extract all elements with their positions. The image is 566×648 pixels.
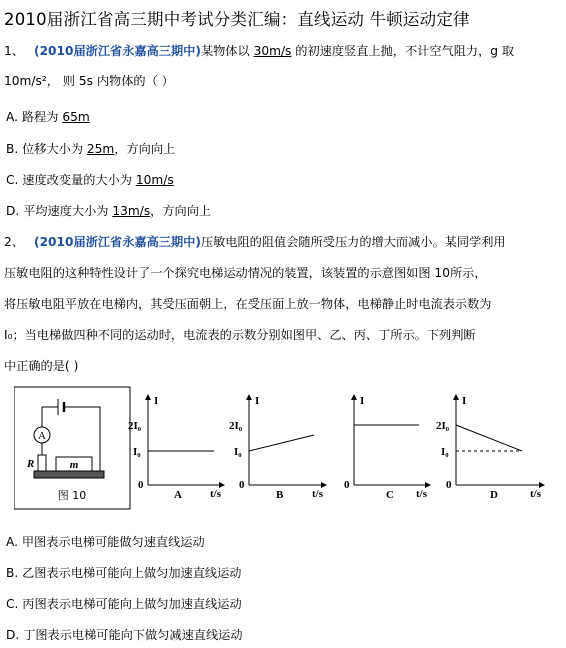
q2-line-4: I₀；当电梯做四种不同的运动时，电流表的示数分别如图甲、乙、丙、丁所示。下列判断 xyxy=(4,328,476,342)
q2-line-3: 将压敏电阻平放在电梯内，其受压面朝上，在受压面上放一物体，电梯静止时电流表示数为 xyxy=(4,297,492,311)
q1-option-b: B. 位移大小为 25m，方向向上 xyxy=(6,142,176,156)
mass-label: m xyxy=(69,459,79,471)
q2-line-5: 中正确的是( ) xyxy=(4,359,79,373)
svg-text:2I₀: 2I₀ xyxy=(229,420,243,432)
resistor-icon xyxy=(38,455,46,471)
q2-figure xyxy=(14,385,562,510)
q2-option-c: C. 丙图表示电梯可能向上做匀加速直线运动 xyxy=(6,597,242,611)
q1-number: 1、 xyxy=(4,44,24,58)
q2-option-a: A. 甲图表示电梯可能做匀速直线运动 xyxy=(6,535,205,549)
svg-text:I: I xyxy=(360,395,365,407)
q1-stem-a: 某物体以 xyxy=(200,44,254,58)
q1-option-c: C. 速度改变量的大小为 10m/s xyxy=(6,173,174,187)
q2-stem-line-1 xyxy=(4,233,506,250)
svg-text:0: 0 xyxy=(344,479,350,491)
q2-figure-svg xyxy=(14,385,562,510)
q1-stem-line-1 xyxy=(4,42,514,59)
q2-option-d: D. 丁图表示电梯可能向下做匀减速直线运动 xyxy=(6,628,243,642)
svg-text:0: 0 xyxy=(239,479,245,491)
q1-option-a: A. 路程为 65m xyxy=(6,110,90,124)
svg-text:2I₀: 2I₀ xyxy=(128,420,142,432)
q1-option-d: D. 平均速度大小为 13m/s，方向向上 xyxy=(6,204,212,218)
svg-text:0: 0 xyxy=(138,479,144,491)
pressure-plate xyxy=(34,471,104,478)
q2-number: 2、 xyxy=(4,235,24,249)
svg-text:t/s: t/s xyxy=(530,488,541,500)
circuit-diagram xyxy=(14,387,130,509)
graph-b-label: B xyxy=(276,489,284,501)
graph-a xyxy=(128,395,224,501)
q1-source: (2010届浙江省永嘉高三期中) xyxy=(34,44,201,58)
svg-text:0: 0 xyxy=(446,479,452,491)
resistor-label: R xyxy=(27,458,35,470)
q2-option-b: B. 乙图表示电梯可能向上做匀加速直线运动 xyxy=(6,566,242,580)
svg-text:I₀: I₀ xyxy=(133,446,141,458)
ammeter-label: A xyxy=(38,430,46,442)
graph-c-label: C xyxy=(386,489,394,501)
svg-text:I: I xyxy=(255,395,260,407)
graph-d xyxy=(436,395,544,501)
circuit-caption: 图 10 xyxy=(57,489,87,502)
svg-text:I: I xyxy=(154,395,159,407)
graph-c xyxy=(344,395,430,501)
svg-text:t/s: t/s xyxy=(416,488,427,500)
svg-text:t/s: t/s xyxy=(312,488,323,500)
graph-a-label: A xyxy=(174,489,182,501)
document-title: 2010届浙江省高三期中考试分类汇编：直线运动 牛顿运动定律 xyxy=(4,10,470,29)
svg-text:t/s: t/s xyxy=(210,488,221,500)
svg-text:2I₀: 2I₀ xyxy=(436,420,450,432)
svg-text:I₀: I₀ xyxy=(234,446,242,458)
q1-speed: 30m/s xyxy=(253,44,292,58)
q2-line-2: 压敏电阻的这种特性设计了一个探究电梯运动情况的装置，该装置的示意图如图 10所示， xyxy=(4,266,487,280)
svg-text:I: I xyxy=(462,395,467,407)
graph-d-label: D xyxy=(490,489,498,501)
svg-text:I₀: I₀ xyxy=(441,446,449,458)
graph-b xyxy=(229,395,326,501)
q2-source: (2010届浙江省永嘉高三期中) xyxy=(34,235,201,249)
q1-stem-b: 的初速度竖直上抛，不计空气阻力，g 取 xyxy=(291,44,515,58)
q2-line-1: 压敏电阻的阻值会随所受压力的增大而减小。某同学利用 xyxy=(200,235,506,249)
q1-stem-c: 10m/s²， 则 5s 内物体的（ ） xyxy=(4,74,174,88)
